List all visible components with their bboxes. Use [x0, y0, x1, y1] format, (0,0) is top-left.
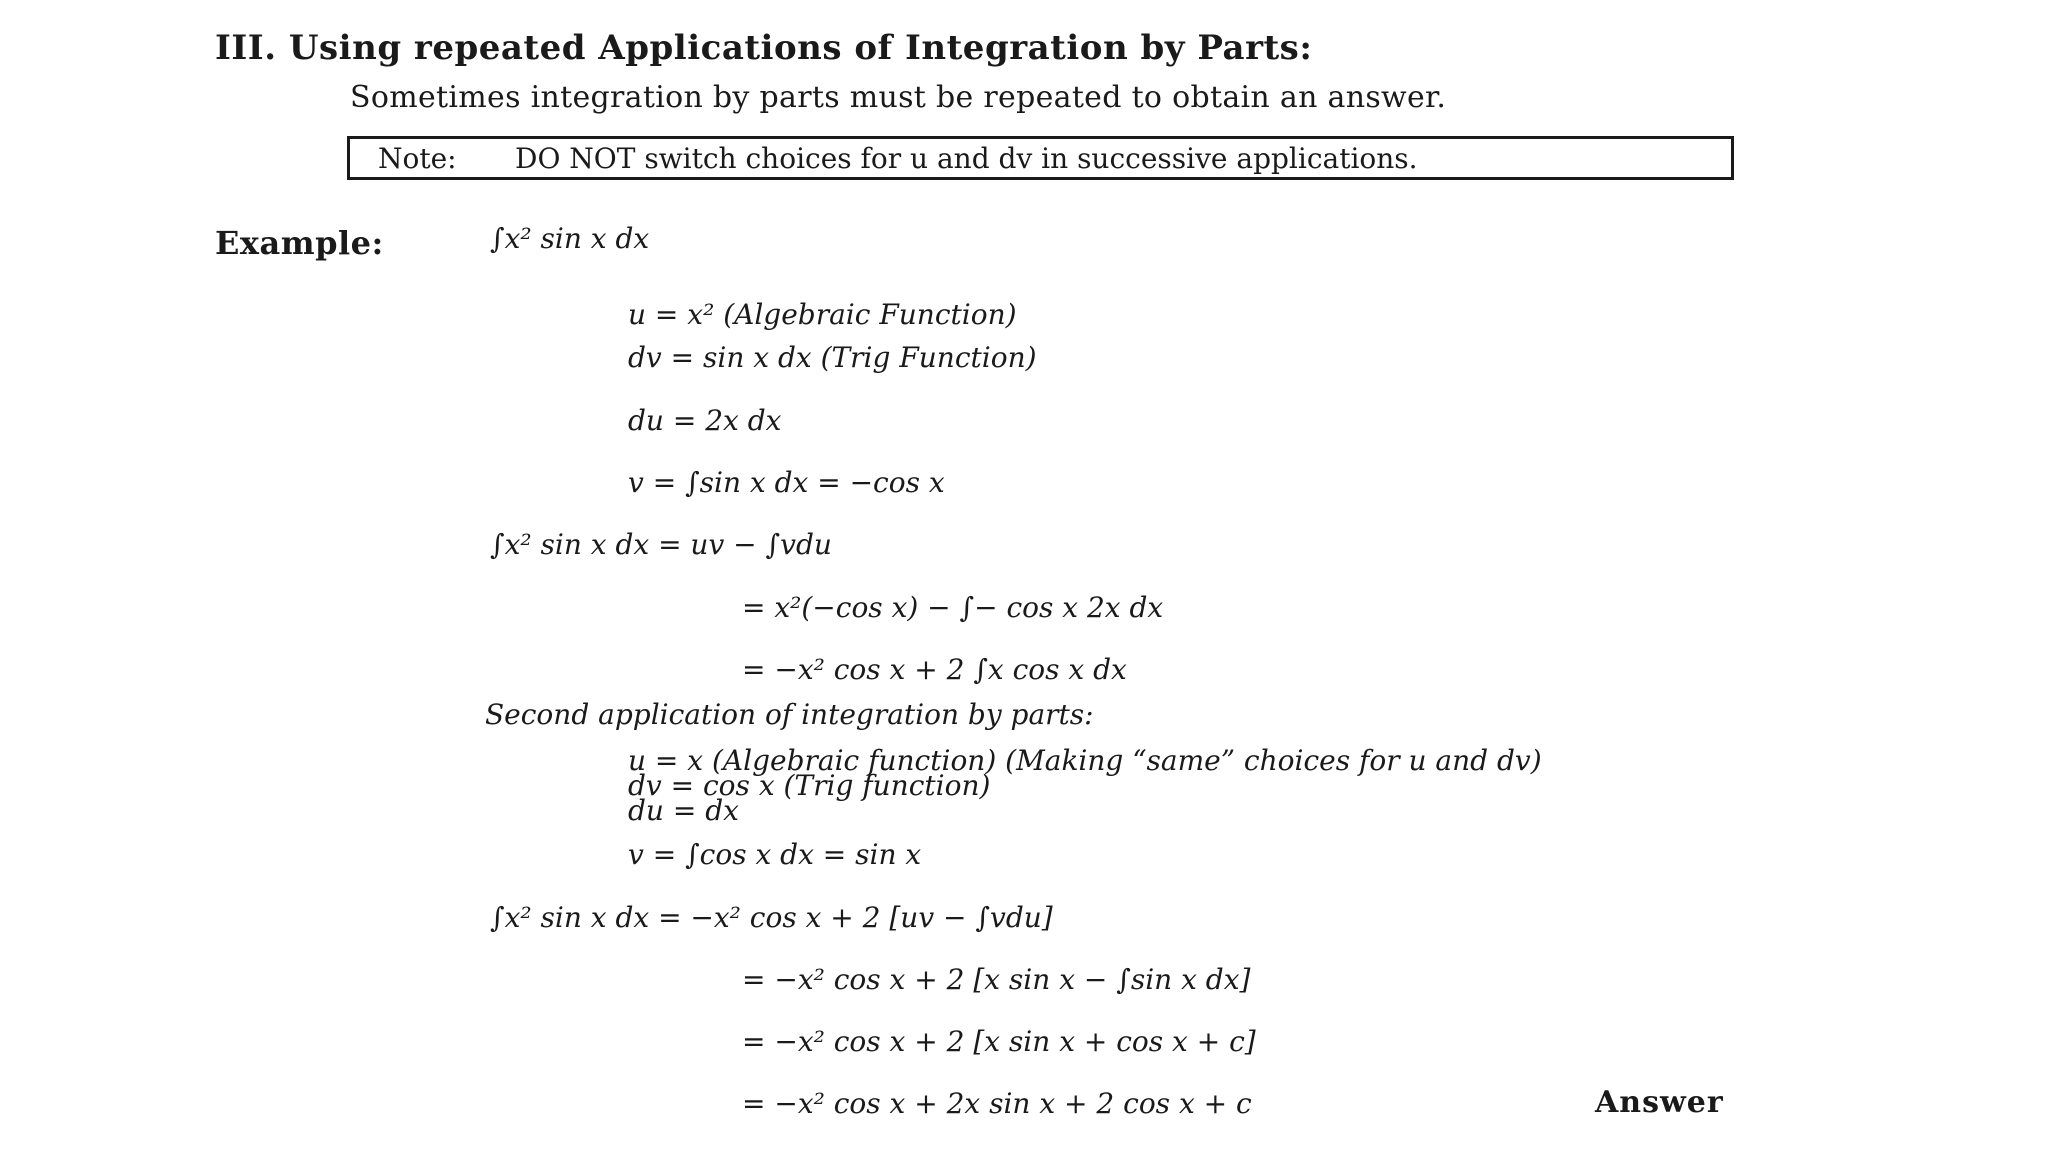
example-integral: ∫x² sin x dx: [490, 222, 650, 255]
final-substitution-line: = −x² cos x + 2 [x sin x − ∫sin x dx]: [742, 963, 1251, 996]
parts-formula-line: ∫x² sin x dx = uv − ∫vdu: [490, 528, 832, 561]
first-substitution-line: = x²(−cos x) − ∫− cos x 2x dx: [742, 591, 1164, 624]
second-u-definition: u = x (Algebraic function) (Making “same” choices for u and dv): [628, 744, 1542, 777]
second-du-definition: du = dx: [628, 794, 739, 827]
intro-text: Sometimes integration by parts must be repeated to obtain an answer.: [350, 80, 1447, 115]
section-heading: III. Using repeated Applications of Integration by Parts:: [215, 28, 1313, 68]
final-integrated-line: = −x² cos x + 2 [x sin x + cos x + c]: [742, 1025, 1256, 1058]
dv-definition: dv = sin x dx (Trig Function): [628, 341, 1037, 374]
second-application-label: Second application of integration by parts:: [485, 698, 1094, 731]
du-definition: du = 2x dx: [628, 404, 782, 437]
note-label: Note:: [378, 142, 457, 175]
first-simplified-line: = −x² cos x + 2 ∫x cos x dx: [742, 653, 1127, 686]
note-text: DO NOT switch choices for u and dv in successive applications.: [515, 142, 1418, 175]
second-v-definition: v = ∫cos x dx = sin x: [628, 838, 922, 871]
example-label: Example:: [215, 224, 384, 262]
final-formula-line: ∫x² sin x dx = −x² cos x + 2 [uv − ∫vdu]: [490, 901, 1053, 934]
v-definition: v = ∫sin x dx = −cos x: [628, 466, 945, 499]
u-definition: u = x² (Algebraic Function): [628, 298, 1017, 331]
second-dv-definition: dv = cos x (Trig function): [628, 769, 991, 802]
answer-label: Answer: [1595, 1085, 1724, 1120]
final-answer-line: = −x² cos x + 2x sin x + 2 cos x + c: [742, 1087, 1252, 1120]
